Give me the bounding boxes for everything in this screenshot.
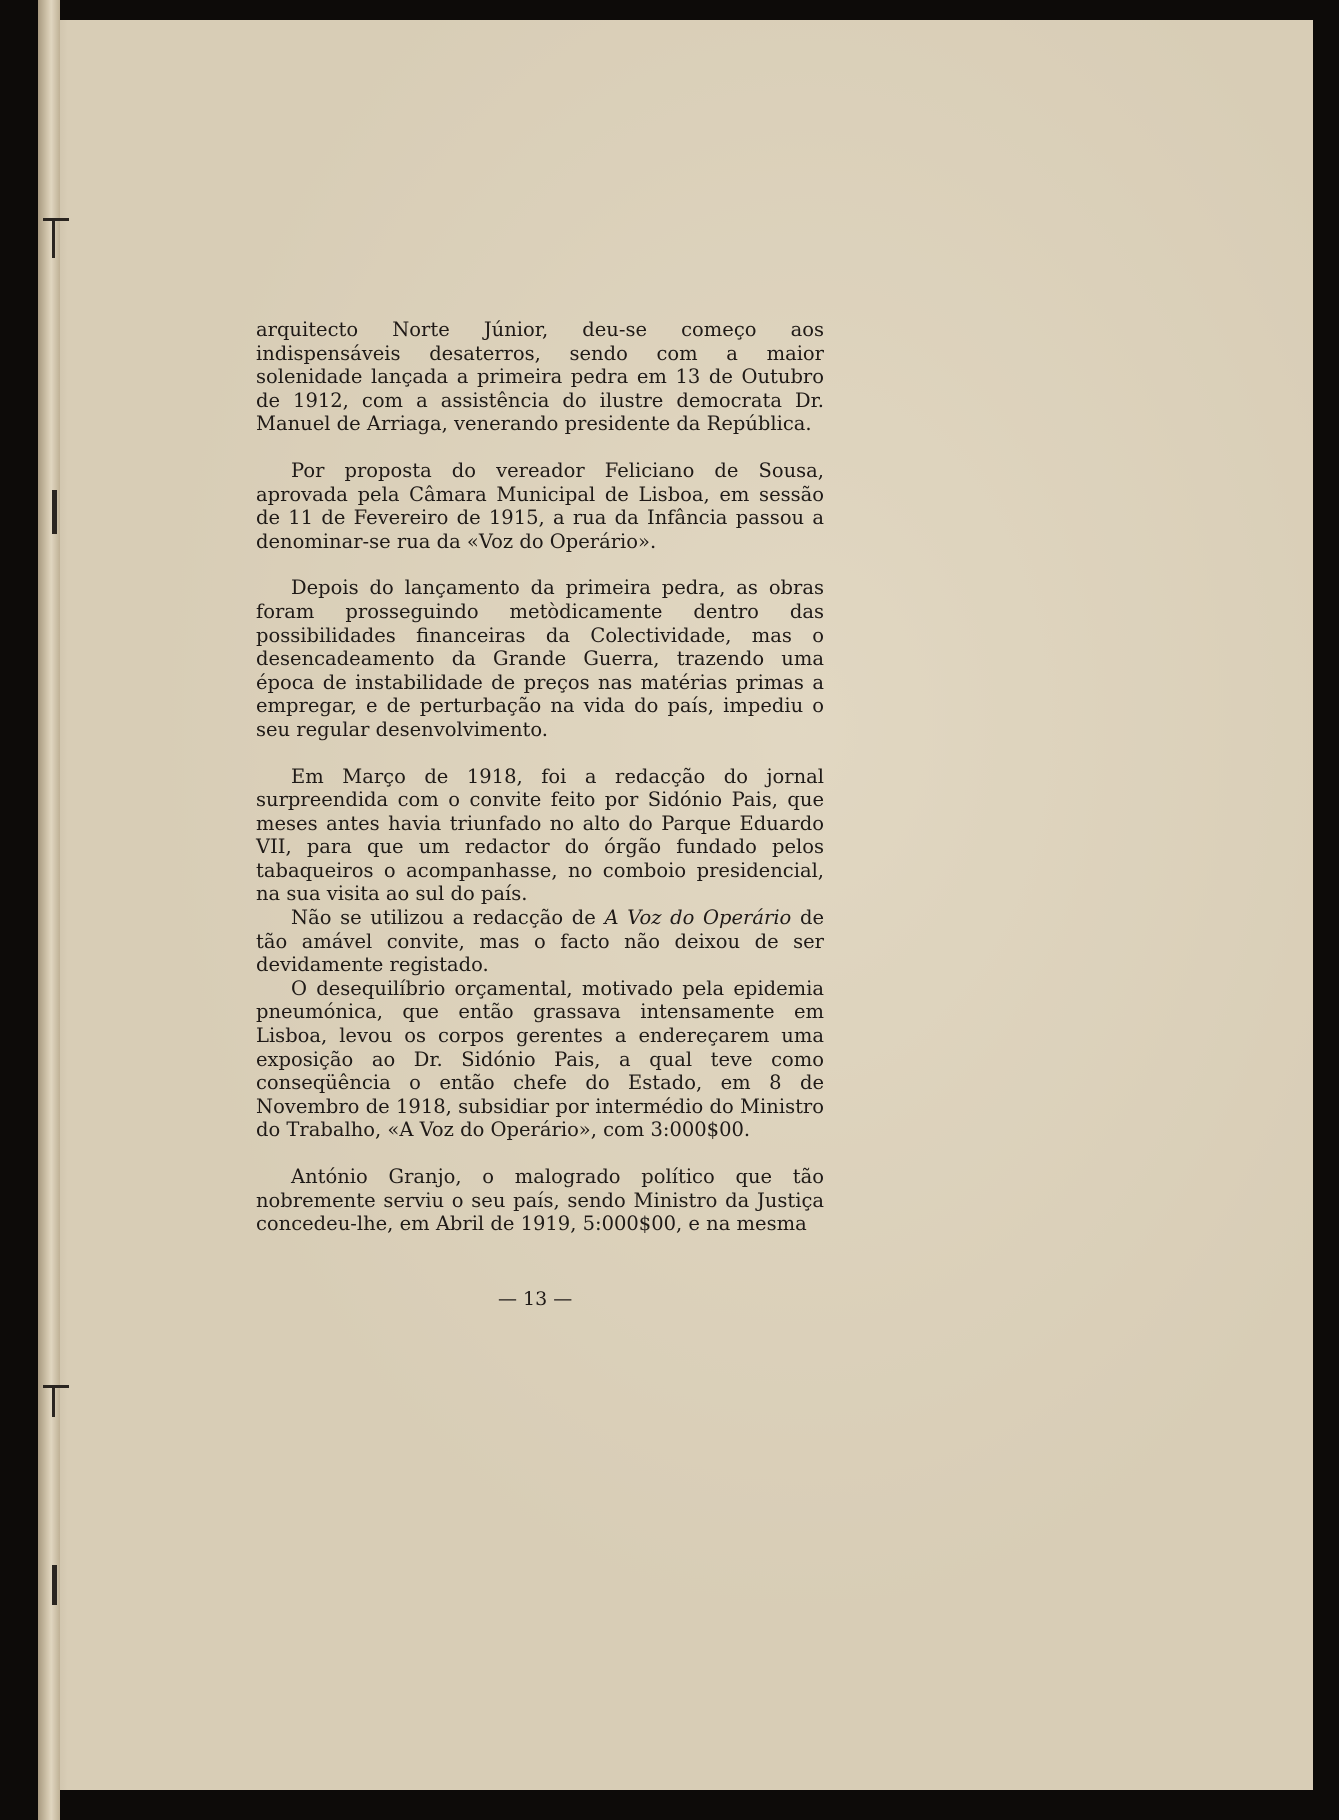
paragraph: [256, 765, 824, 907]
paragraph-text: de tão amável convite, mas o facto não deixou de ser devidamente registado.: [256, 906, 824, 977]
paragraph-text: O desequilíbrio orçamental, motivado pela epidemia pneumónica, que então grassava intensamente em Lisboa, levou os corpos gerentes a endereçarem uma exposição ao Dr. Sidónio Pais, a qual teve como conseqüência o então chefe do Estado, em 8 de Novembro de 1918, subsidiar por intermédio do Ministro do Trabalho, «A Voz do Operário», com 3:000$00.: [256, 976, 824, 1142]
binding-stitch: [52, 1565, 57, 1605]
binding-stitch: [52, 218, 55, 258]
paragraph-text: António Granjo, o malogrado político que tão nobremente serviu o seu país, sendo Ministro da Justiça concedeu-lhe, em Abril de 1919, 5:000$00, e na mesma: [256, 1165, 824, 1236]
paragraph-text: Por proposta do vereador Feliciano de Sousa, aprovada pela Câmara Municipal de Lisboa, em sessão de 11 de Fevereiro de 1915, a rua da Infância passou a denominar-se rua da «Voz do Operário».: [256, 458, 824, 553]
paragraph: [256, 977, 824, 1142]
paragraph-text: Depois do lançamento da primeira pedra, as obras foram prosseguindo metòdicamente dentro das possibilidades financeiras da Colectividade, mas o desencadeamento da Grande Guerra, trazendo uma época de instabilidade de preços nas matérias primas a empregar, e de perturbação na vida do país, impediu o seu regular desenvolvimento.: [256, 576, 824, 741]
paragraph-text: Em Março de 1918, foi a redacção do jornal surpreendida com o convite feito por Sidónio Pais, que meses antes havia triunfado no alto do Parque Eduardo VII, para que um redactor do órgão fundado pelos tabaqueiros o acompanhasse, no comboio presidencial, na sua visita ao sul do país.: [256, 764, 824, 906]
page-number: — 13 —: [498, 1288, 573, 1310]
binding-stitch: [52, 1385, 55, 1417]
paragraph: [256, 1165, 824, 1236]
newspaper-title: A Voz do Operário: [604, 906, 792, 930]
binding-stitch: [52, 490, 57, 534]
body-text: [256, 318, 824, 1236]
paragraph: [256, 576, 824, 741]
paragraph: [256, 906, 824, 977]
binding-stitch: [43, 1385, 69, 1388]
paragraph-text: arquitecto Norte Júnior, deu-se começo aos indispensáveis desaterros, sendo com a maior solenidade lançada a primeira pedra em 13 de Outubro de 1912, com a assistência do ilustre democrata Dr. Manuel de Arriaga, venerando presidente da República.: [256, 318, 824, 436]
paragraph: [256, 318, 824, 436]
paragraph-text: Não se utilizou a redacção de: [291, 906, 605, 930]
paragraph: [256, 459, 824, 553]
binding-stitch: [43, 218, 69, 221]
binding-edge: [38, 0, 60, 1820]
